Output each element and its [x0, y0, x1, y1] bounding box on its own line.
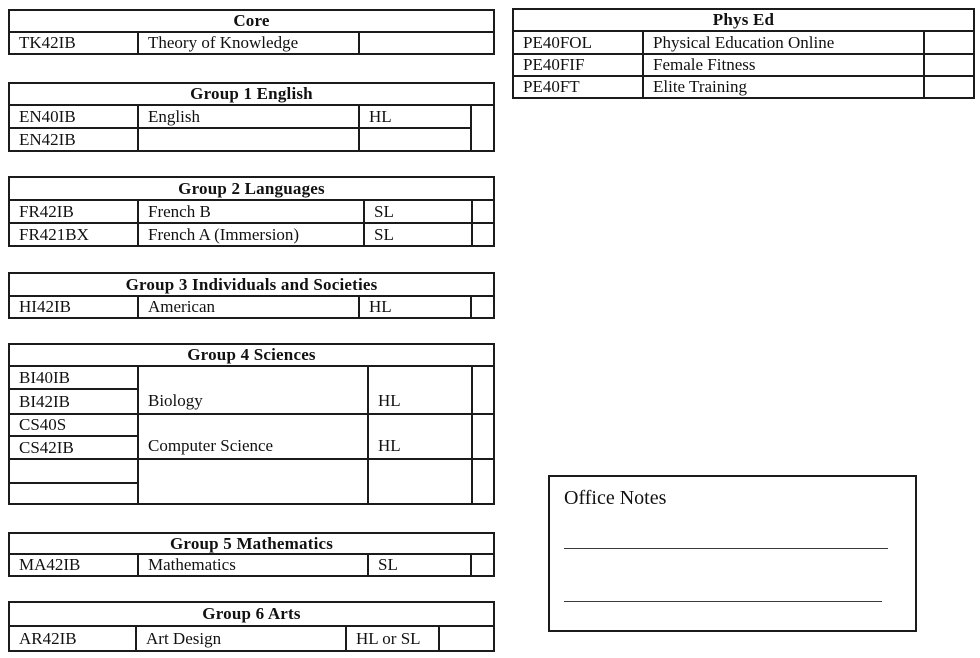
course-row: [9, 554, 494, 576]
course-level-cell: SL: [364, 223, 472, 246]
header-row: [9, 273, 494, 296]
course-name-cell: English: [138, 105, 359, 128]
course-row: [9, 32, 494, 54]
course-code-cell: BI42IB: [9, 389, 138, 414]
course-row: [513, 31, 974, 54]
group4-sciences-table: [8, 343, 495, 505]
checkbox-cell: [472, 223, 494, 246]
course-code-cell: MA42IB: [9, 554, 138, 576]
header-row: [9, 177, 494, 200]
course-code-cell: BI40IB: [9, 366, 138, 389]
group2-languages-table: [8, 176, 495, 247]
course-name-cell: Computer Science: [138, 414, 368, 459]
table-title: Group 1 English: [9, 83, 494, 105]
course-row: [9, 128, 494, 151]
course-code-cell: EN40IB: [9, 105, 138, 128]
course-level-cell: HL or SL: [346, 626, 439, 651]
course-name-cell: Elite Training: [643, 76, 924, 98]
course-code-cell: PE40FIF: [513, 54, 643, 76]
course-name-cell: Physical Education Online: [643, 31, 924, 54]
office-notes-box: [548, 475, 917, 632]
course-row: [9, 414, 494, 436]
course-level-cell: SL: [368, 554, 471, 576]
course-name-cell: American: [138, 296, 359, 318]
phys-ed-table: [512, 8, 975, 99]
course-row: [9, 459, 494, 483]
course-code-cell: PE40FT: [513, 76, 643, 98]
header-row: [513, 9, 974, 31]
course-row: [9, 105, 494, 128]
course-name-cell: [138, 459, 368, 504]
course-name-cell: French A (Immersion): [138, 223, 364, 246]
course-name-cell: Art Design: [136, 626, 346, 651]
course-code-cell: TK42IB: [9, 32, 138, 54]
checkbox-cell: [924, 54, 974, 76]
course-name-cell: Theory of Knowledge: [138, 32, 359, 54]
core-table: [8, 9, 495, 55]
table-title: Core: [9, 10, 494, 32]
course-code-cell: FR421BX: [9, 223, 138, 246]
group1-english-table: [8, 82, 495, 152]
header-row: [9, 602, 494, 626]
office-notes-title: Office Notes: [564, 487, 667, 509]
table-title: Group 4 Sciences: [9, 344, 494, 366]
group6-arts-table: [8, 601, 495, 652]
course-level-cell: HL: [368, 366, 472, 414]
checkbox-cell: [472, 414, 494, 459]
office-notes-blank-line-2: [564, 601, 882, 602]
header-row: [9, 533, 494, 554]
course-name-cell: Mathematics: [138, 554, 368, 576]
course-code-cell: AR42IB: [9, 626, 136, 651]
course-name-cell: [138, 128, 359, 151]
course-level-cell: [359, 32, 494, 54]
course-level-cell: HL: [359, 296, 471, 318]
course-level-cell: HL: [359, 105, 471, 128]
checkbox-cell: [472, 459, 494, 504]
checkbox-cell: [472, 200, 494, 223]
office-notes-blank-line-1: [564, 548, 888, 549]
group5-mathematics-table: [8, 532, 495, 577]
checkbox-cell: [471, 296, 494, 318]
course-code-cell: PE40FOL: [513, 31, 643, 54]
checkbox-cell: [471, 105, 494, 151]
course-name-cell: Female Fitness: [643, 54, 924, 76]
checkbox-cell: [439, 626, 494, 651]
course-level-cell: HL: [368, 414, 472, 459]
course-level-cell: [368, 459, 472, 504]
header-row: [9, 10, 494, 32]
header-row: [9, 83, 494, 105]
checkbox-cell: [924, 76, 974, 98]
table-title: Group 3 Individuals and Societies: [9, 273, 494, 296]
course-name-cell: French B: [138, 200, 364, 223]
header-row: [9, 344, 494, 366]
checkbox-cell: [472, 366, 494, 414]
course-name-cell: Biology: [138, 366, 368, 414]
course-row: [9, 223, 494, 246]
table-title: Phys Ed: [513, 9, 974, 31]
course-level-cell: SL: [364, 200, 472, 223]
course-row: [9, 200, 494, 223]
course-row: [513, 54, 974, 76]
course-row: [9, 626, 494, 651]
course-row: [9, 296, 494, 318]
table-title: Group 6 Arts: [9, 602, 494, 626]
course-code-cell: HI42IB: [9, 296, 138, 318]
course-code-cell: CS40S: [9, 414, 138, 436]
course-row: [9, 366, 494, 389]
course-code-cell: [9, 459, 138, 483]
table-title: Group 5 Mathematics: [9, 533, 494, 554]
course-row: [513, 76, 974, 98]
table-title: Group 2 Languages: [9, 177, 494, 200]
checkbox-cell: [924, 31, 974, 54]
course-code-cell: [9, 483, 138, 504]
course-code-cell: CS42IB: [9, 436, 138, 459]
course-code-cell: EN42IB: [9, 128, 138, 151]
course-code-cell: FR42IB: [9, 200, 138, 223]
group3-individuals-societies-table: [8, 272, 495, 319]
checkbox-cell: [471, 554, 494, 576]
course-level-cell: [359, 128, 471, 151]
